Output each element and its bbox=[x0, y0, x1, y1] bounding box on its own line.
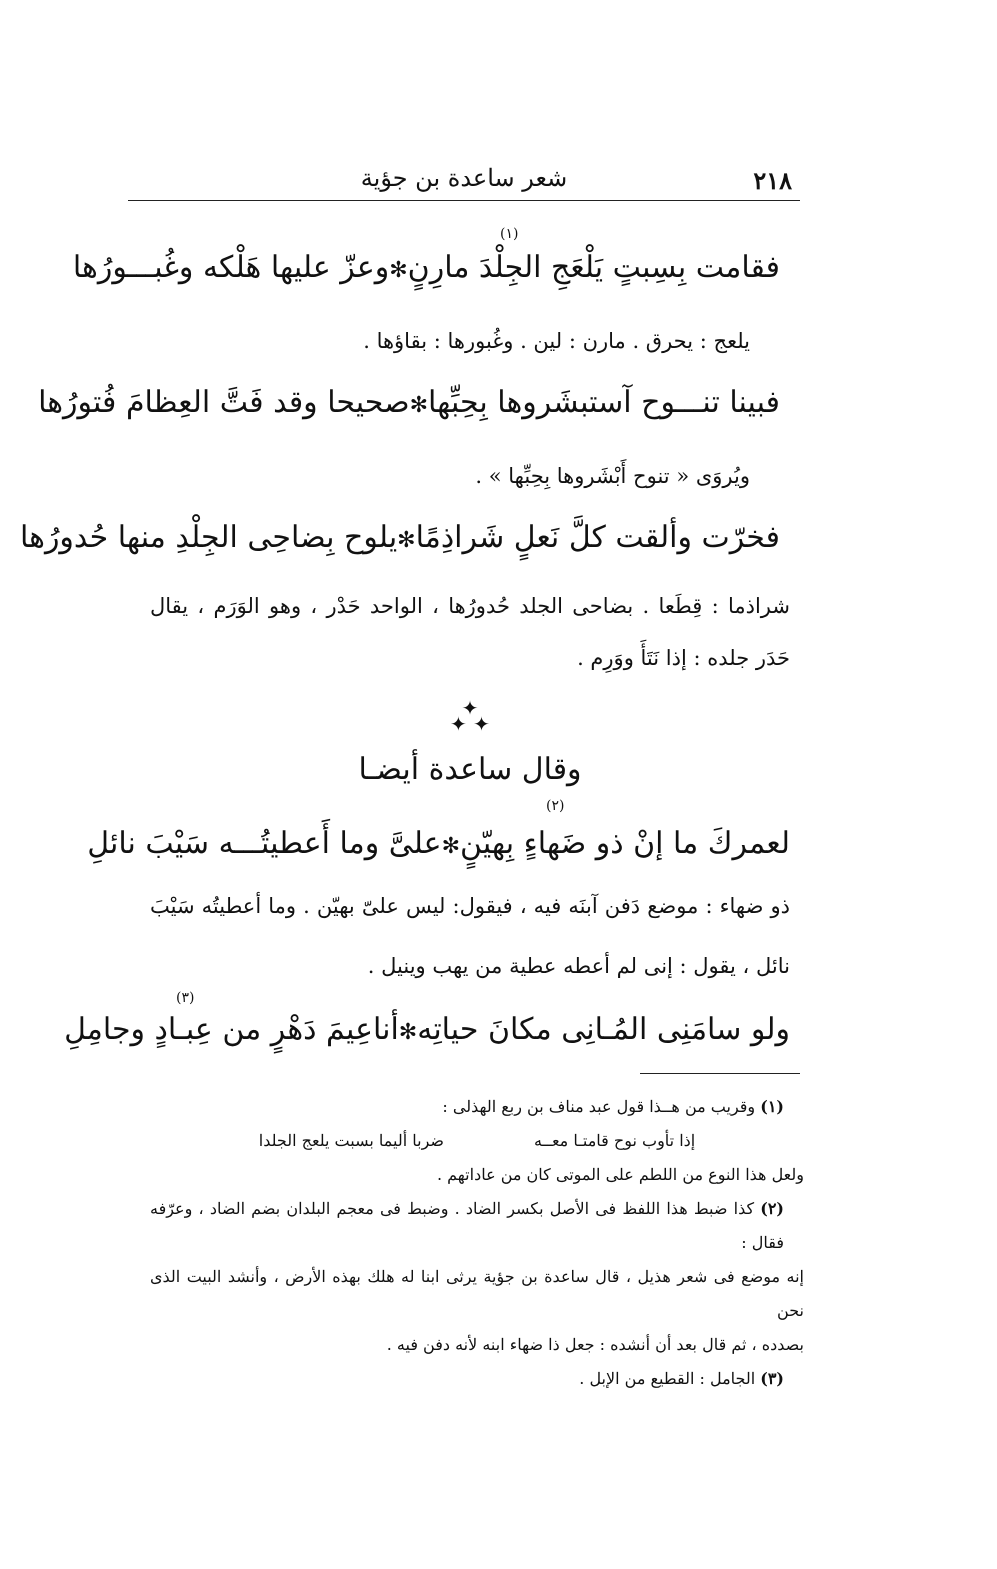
hemistich-separator: ✻ bbox=[441, 834, 461, 859]
footnote-text: الجامل : القطيع من الإبل . bbox=[579, 1369, 756, 1388]
footnote-text: وقريب من هــذا قول عبد مناف بن ربع الهذلى : bbox=[442, 1097, 756, 1116]
footnote-number: (٢) bbox=[760, 1199, 784, 1218]
gloss-text: نائل ، يقول : إنى لم أعطه عطية من يهب وينيل . bbox=[367, 954, 790, 978]
footnote-text: كذا ضبط هذا اللفظ فى الأصل بكسر الضاد . وضبط فى معجم البلدان بضم الضاد ، وعرّفه فقال : bbox=[150, 1199, 784, 1252]
footnotes bbox=[150, 1090, 804, 1396]
hemistich-separator: ✻ bbox=[398, 1020, 418, 1045]
verse-line bbox=[87, 826, 790, 861]
verse-first-hemistich: فبينا تنـــوح آستبشَروها بِحِبِّها bbox=[428, 385, 780, 420]
section-separator bbox=[440, 696, 500, 736]
verse-line bbox=[19, 520, 780, 555]
hemistich-separator: ✻ bbox=[397, 528, 416, 553]
separator-star-pair: ✦ ✦ bbox=[450, 712, 490, 736]
verse-second-hemistich: يلوح بِضاحِى الجِلْدِ منها حُدورُها bbox=[19, 520, 398, 555]
footnote-verse-second: ضربا أليما بسبت يلعج الجلدا bbox=[258, 1131, 444, 1150]
footnote-3 bbox=[150, 1362, 804, 1396]
footnote-divider bbox=[640, 1073, 800, 1074]
verse-first-hemistich: لعمركَ ما إنْ ذو ضَهاءٍ بِهيّنٍ bbox=[460, 826, 790, 861]
poem-title: وقال ساعدة أيضـا bbox=[358, 752, 582, 787]
verse-first-hemistich: ولو سامَنِى المُـانِى مكانَ حياتِه bbox=[417, 1012, 790, 1047]
hemistich-separator: ✻ bbox=[389, 258, 408, 283]
gloss-text: حَدَر جلده : إذا نَتَأَ ووَرِم . bbox=[577, 646, 790, 670]
gloss-text: شراذما : قِطَعا . بضاحى الجلد حُدورُها ، الواحد حَدْر ، وهو الوَرَم ، يقال bbox=[150, 594, 790, 618]
page-number: ٢١٨ bbox=[753, 166, 792, 195]
verse-second-hemistich: وعزّ عليها هَلْكه وغُبـــورُها bbox=[72, 250, 390, 285]
footnote-text: ولعل هذا النوع من اللطم على الموتى كان من عاداتهم . bbox=[436, 1165, 804, 1184]
verse-line bbox=[72, 250, 780, 285]
footnote-1 bbox=[150, 1090, 804, 1124]
separator-star: ✦ bbox=[461, 696, 479, 720]
gloss-text: ذو ضهاء : موضع دَفن آبنَه فيه ، فيقول: ليس علىّ بهيّن . وما أعطيتُه سَيْبَ bbox=[150, 894, 790, 918]
footnote-ref-1: (١) bbox=[500, 226, 519, 242]
verse-line bbox=[38, 385, 780, 420]
footnote-2 bbox=[150, 1192, 804, 1260]
footnote-number: (٣) bbox=[760, 1369, 784, 1388]
footnote-text: بصدده ، ثم قال بعد أن أنشده : جعل ذا ضهاء ابنه لأنه دفن فيه . bbox=[386, 1335, 804, 1354]
footnote-number: (١) bbox=[760, 1097, 784, 1116]
verse-first-hemistich: فخرّت وألقت كلَّ نَعلٍ شَراذِمًا bbox=[415, 520, 780, 555]
hemistich-separator: ✻ bbox=[409, 393, 429, 418]
verse-second-hemistich: علىَّ وما أَعطيتُـــه سَيْبَ نائلِ bbox=[87, 826, 442, 861]
gloss-text: ويُروَى « تنوح أَبْشَروها بِحِبِّها » . bbox=[475, 464, 750, 488]
verse-line bbox=[64, 1012, 790, 1047]
verse-second-hemistich: أناعِيمَ دَهْرٍ من عِبـادٍ وجامِلِ bbox=[64, 1012, 399, 1047]
gloss-text: يلعج : يحرق . مارن : لين . وغُبورها : بقاؤها . bbox=[363, 329, 750, 353]
running-title: شعر ساعدة بن جؤية bbox=[360, 164, 568, 192]
footnote-ref-3: (٣) bbox=[176, 990, 195, 1006]
verse-second-hemistich: صحيحا وقد فَتَّ العِظامَ فُتورُها bbox=[38, 385, 410, 420]
footnote-ref-2: (٢) bbox=[546, 798, 565, 814]
footnote-verse-first: إذا تأوب نوح قامتـا معــه bbox=[533, 1131, 696, 1150]
page-header bbox=[128, 160, 800, 201]
footnote-text: إنه موضع فى شعر هذيل ، قال ساعدة بن جؤية يرثى ابنا له هلك بهذه الأرض ، وأنشد البيت الذى نحن bbox=[150, 1267, 804, 1320]
footnote-verse bbox=[150, 1124, 804, 1158]
verse-first-hemistich: فقامت بِسِبتٍ يَلْعَجِ الجِلْدَ مارِنٍ bbox=[407, 250, 780, 285]
